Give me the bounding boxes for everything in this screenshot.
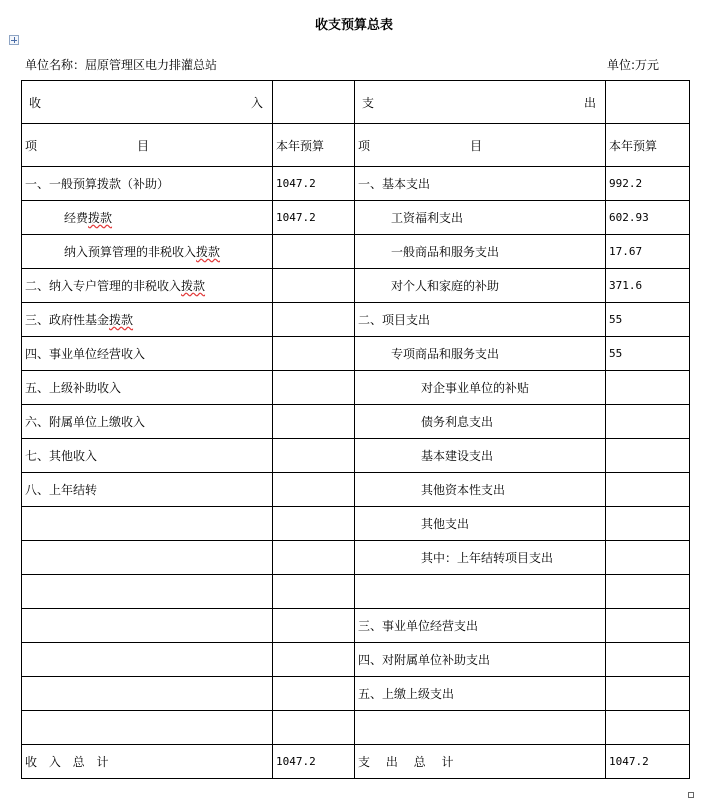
income-value [273,337,355,371]
table-row [22,303,690,337]
expense-value: 55 [606,337,690,371]
expense-value [606,405,690,439]
header-char: 入 [250,95,263,110]
income-item [22,269,273,303]
expense-value: 17.67 [606,235,690,269]
income-value [273,235,355,269]
table-row [22,575,690,609]
expense-item: 其他资本性支出 [355,473,606,507]
income-item-text: 二、纳入专户管理的非税收入 [25,279,182,293]
income-value [273,439,355,473]
expense-value [606,371,690,405]
income-item [22,677,273,711]
income-item [22,235,273,269]
income-item [22,541,273,575]
expense-item: 四、对附属单位补助支出 [355,643,606,677]
table-row [22,643,690,677]
income-header-blank [273,81,355,124]
income-value [273,541,355,575]
totals-row [22,745,690,779]
expense-item-header-text [358,137,602,154]
income-value [273,303,355,337]
income-value [273,711,355,745]
income-item [22,303,273,337]
expense-value [606,677,690,711]
income-value: 1047.2 [273,167,355,201]
expense-header [355,81,606,124]
expense-item: 专项商品和服务支出 [355,337,606,371]
income-header-text [25,94,269,111]
expense-item: 三、事业单位经营支出 [355,609,606,643]
income-value [273,371,355,405]
income-item [22,575,273,609]
expense-item: 对个人和家庭的补助 [355,269,606,303]
expense-item: 基本建设支出 [355,439,606,473]
expense-item: 对企事业单位的补贴 [355,371,606,405]
table-row [22,473,690,507]
income-item [22,643,273,677]
income-item [22,201,273,235]
income-value [273,269,355,303]
expense-item: 二、项目支出 [355,303,606,337]
expense-item [355,575,606,609]
income-item [22,609,273,643]
expense-item: 债务利息支出 [355,405,606,439]
income-item: 七、其他收入 [22,439,273,473]
expense-value: 55 [606,303,690,337]
income-item-header-text [25,137,269,154]
table-row [22,269,690,303]
table-row [22,201,690,235]
expense-value [606,609,690,643]
income-total-value: 1047.2 [273,745,355,779]
spellcheck-text: 拨款 [181,279,206,293]
header-char: 目 [136,138,149,153]
income-item: 八、上年结转 [22,473,273,507]
table-row [22,167,690,201]
income-item-text: 三、政府性基金 [25,313,110,327]
income-value [273,643,355,677]
income-value [273,405,355,439]
table-row [22,677,690,711]
header-char: 目 [469,138,482,153]
expense-value [606,575,690,609]
table-resize-handle[interactable] [688,792,694,798]
income-item [22,507,273,541]
income-value [273,473,355,507]
income-item [22,711,273,745]
expense-value [606,711,690,745]
expense-budget-header: 本年预算 [606,124,690,167]
spellcheck-text: 拨款 [88,211,113,225]
header-row [22,81,690,124]
expense-item: 一、基本支出 [355,167,606,201]
income-value [273,677,355,711]
expense-value: 992.2 [606,167,690,201]
spellcheck-text: 拨款 [196,245,221,259]
header-char: 项 [358,138,371,153]
income-value [273,609,355,643]
expense-item: 一般商品和服务支出 [355,235,606,269]
unit-label: 单位:万元 [607,58,660,72]
income-budget-header: 本年预算 [273,124,355,167]
income-item-text: 经费 [64,211,89,225]
header-char: 收 [29,95,42,110]
income-item-header [22,124,273,167]
spellcheck-text: 拨款 [109,313,134,327]
table-row [22,235,690,269]
table-row [22,371,690,405]
table-row [22,507,690,541]
income-value [273,575,355,609]
header-char: 项 [25,138,38,153]
table-row [22,439,690,473]
expense-value: 371.6 [606,269,690,303]
expense-value [606,507,690,541]
header-char: 支 [362,95,375,110]
expense-value [606,439,690,473]
subheader-row [22,124,690,167]
table-move-icon[interactable] [9,35,19,45]
income-item: 五、上级补助收入 [22,371,273,405]
income-item: 六、附属单位上缴收入 [22,405,273,439]
expense-item-header [355,124,606,167]
expense-header-text [358,94,602,111]
income-item: 一、一般预算拨款（补助） [22,167,273,201]
table-row [22,405,690,439]
table-row [22,337,690,371]
income-item: 四、事业单位经营收入 [22,337,273,371]
header-char: 出 [583,95,596,110]
income-value: 1047.2 [273,201,355,235]
table-row [22,541,690,575]
expense-total-label: 支 出 总 计 [355,745,606,779]
budget-table [21,80,690,779]
expense-value [606,643,690,677]
expense-value: 602.93 [606,201,690,235]
expense-item: 工资福利支出 [355,201,606,235]
table-row [22,711,690,745]
expense-value [606,541,690,575]
unit-name: 单位名称：屈原管理区电力排灌总站 [25,58,218,72]
expense-item: 其中：上年结转项目支出 [355,541,606,575]
income-header [22,81,273,124]
expense-item: 其他支出 [355,507,606,541]
income-total-label: 收 入 总 计 [22,745,273,779]
expense-value [606,473,690,507]
expense-item [355,711,606,745]
income-item-text: 纳入预算管理的非税收入 [64,245,197,259]
expense-header-blank [606,81,690,124]
expense-item: 五、上缴上级支出 [355,677,606,711]
page-title: 收支预算总表 [314,18,393,33]
table-row [22,609,690,643]
expense-total-value: 1047.2 [606,745,690,779]
income-value [273,507,355,541]
